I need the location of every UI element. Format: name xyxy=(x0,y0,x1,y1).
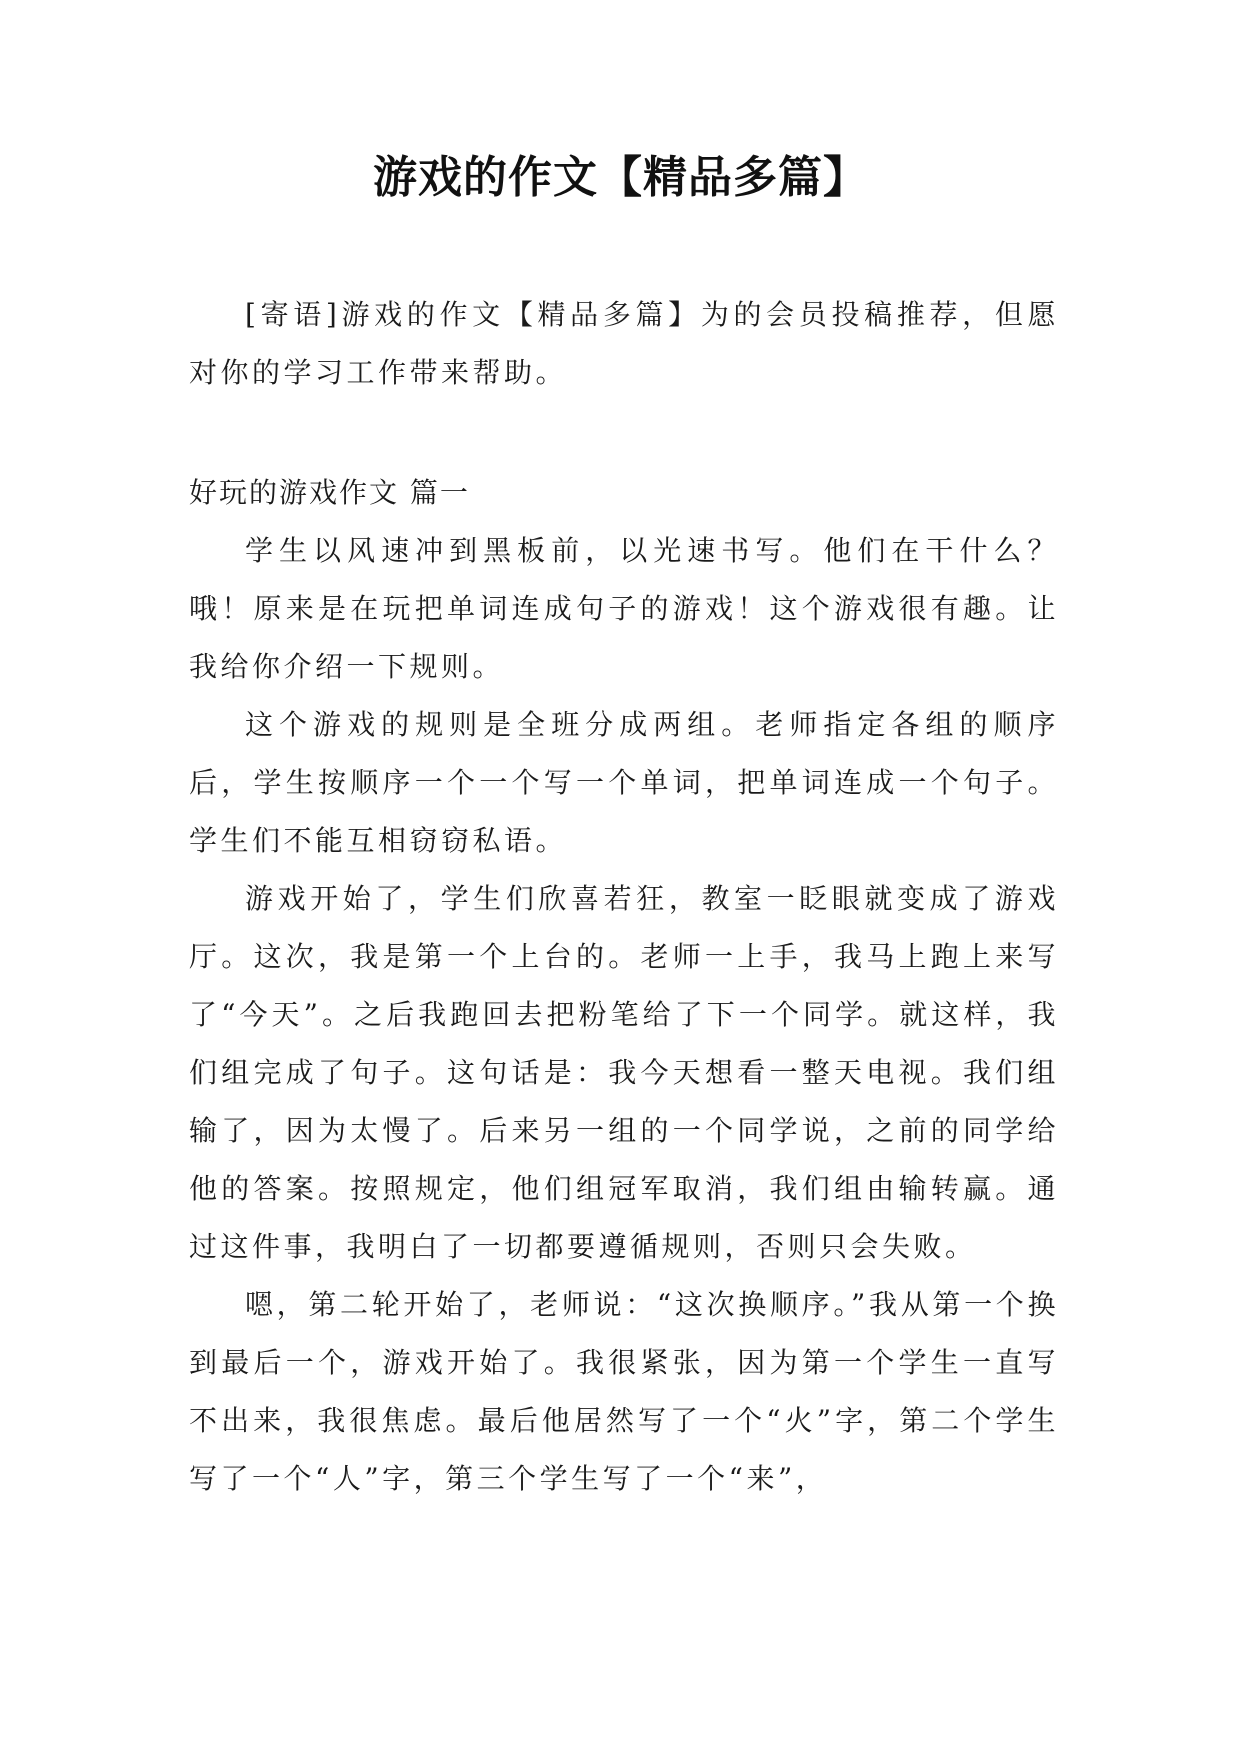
essay-paragraph: 游戏开始了，学生们欣喜若狂，教室一眨眼就变成了游戏厅。这次，我是第一个上台的。老师一上手，我马上跑上来写了“今天”。之后我跑回去把粉笔给了下一个同学。就这样，我们组完成了句子。这句话是：我今天想看一整天电视。我们组输了，因为太慢了。后来另一组的一个同学说，之前的同学给他的答案。按照规定，他们组冠军取消，我们组由输转赢。通过这件事，我明白了一切都要遵循规则，否则只会失败。 xyxy=(189,882,1059,1263)
section-heading: 好玩的游戏作文 篇一 xyxy=(189,476,470,509)
intro-paragraph: [寄语]游戏的作文【精品多篇】为的会员投稿推荐，但愿对你的学习工作带来帮助。 xyxy=(189,298,1059,389)
essay-paragraph: 学生以风速冲到黑板前，以光速书写。他们在干什么？哦！原来是在玩把单词连成句子的游戏！这个游戏很有趣。让我给你介绍一下规则。 xyxy=(189,534,1059,683)
document-title: 游戏的作文【精品多篇】 xyxy=(373,152,868,203)
essay-body xyxy=(189,522,1059,1508)
intro-block xyxy=(189,286,1059,402)
essay-paragraph: 这个游戏的规则是全班分成两组。老师指定各组的顺序后，学生按顺序一个一个写一个单词，把单词连成一个句子。学生们不能互相窃窃私语。 xyxy=(189,708,1059,857)
essay-paragraph: 嗯，第二轮开始了，老师说：“这次换顺序。”我从第一个换到最后一个，游戏开始了。我很紧张，因为第一个学生一直写不出来，我很焦虑。最后他居然写了一个“火”字，第二个学生写了一个“人”字，第三个学生写了一个“来”， xyxy=(189,1288,1059,1495)
